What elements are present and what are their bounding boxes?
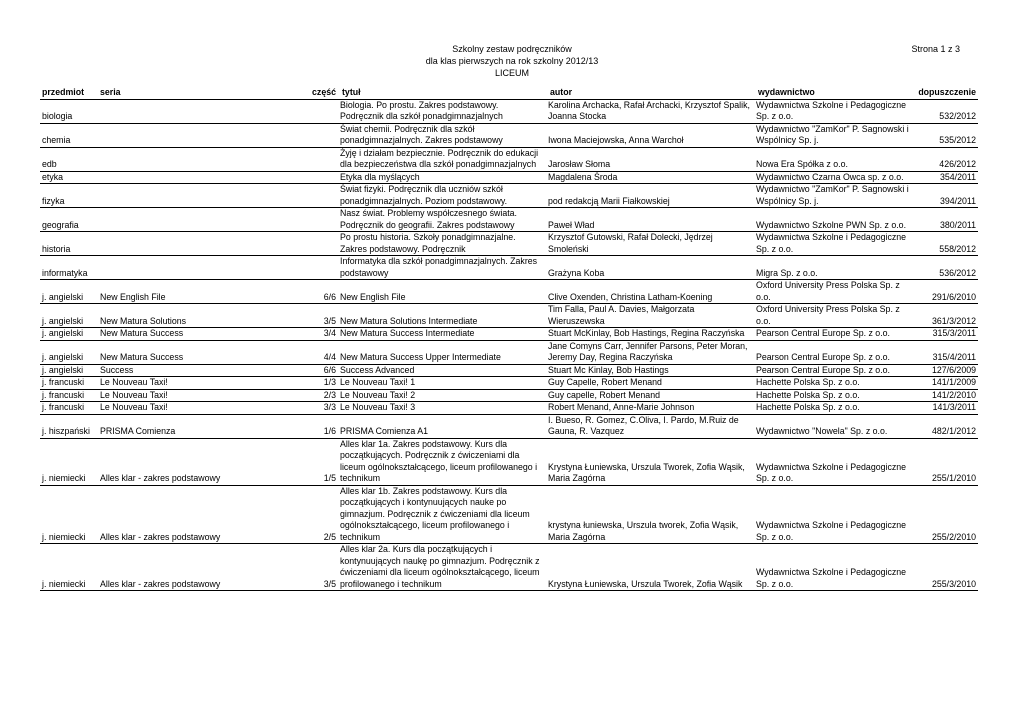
cell-approval: 532/2012	[912, 99, 978, 123]
cell-publisher: Hachette Polska Sp. z o.o.	[754, 377, 912, 390]
cell-publisher: Wydawnictwo "ZamKor" P. Sagnowski i Wspólnicy Sp. j.	[754, 123, 912, 147]
cell-publisher: Wydawnictwa Szkolne i Pedagogiczne Sp. z o.o.	[754, 485, 912, 544]
cell-title: Świat chemii. Podręcznik dla szkół ponadgimnazjalnych. Zakres podstawowy	[338, 123, 546, 147]
cell-subject: j. angielski	[40, 364, 98, 377]
cell-author: Jane Comyns Carr, Jennifer Parsons, Peter Moran, Jeremy Day, Regina Raczyńska	[546, 340, 754, 364]
cell-series: Alles klar - zakres podstawowy	[98, 544, 310, 591]
cell-approval: 558/2012	[912, 232, 978, 256]
table-row	[40, 171, 978, 184]
cell-publisher: Oxford University Press Polska Sp. z o.o.	[754, 280, 912, 304]
cell-subject: j. angielski	[40, 340, 98, 364]
cell-title: New Matura Success Intermediate	[338, 328, 546, 341]
cell-part: 1/5	[310, 438, 338, 485]
cell-author: Krystyna Łuniewska, Urszula Tworek, Zofia Wąsik, Maria Zagórna	[546, 438, 754, 485]
cell-approval: 255/3/2010	[912, 544, 978, 591]
cell-publisher: Pearson Central Europe Sp. z o.o.	[754, 340, 912, 364]
textbook-table	[40, 87, 978, 591]
column-header-author: autor	[546, 87, 754, 99]
cell-series	[98, 208, 310, 232]
table-row	[40, 544, 978, 591]
cell-approval: 141/1/2009	[912, 377, 978, 390]
cell-approval: 127/6/2009	[912, 364, 978, 377]
cell-part: 2/3	[310, 389, 338, 402]
cell-publisher: Wydawnictwa Szkolne i Pedagogiczne Sp. z o.o.	[754, 99, 912, 123]
table-row	[40, 402, 978, 415]
cell-author: Krzysztof Gutowski, Rafał Dolecki, Jędrzej Smoleński	[546, 232, 754, 256]
table-row	[40, 485, 978, 544]
cell-title: Le Nouveau Taxi! 3	[338, 402, 546, 415]
table-row	[40, 438, 978, 485]
cell-author: Krystyna Łuniewska, Urszula Tworek, Zofia Wąsik	[546, 544, 754, 591]
column-header-title: tytuł	[338, 87, 546, 99]
cell-part	[310, 99, 338, 123]
cell-title: Biologia. Po prostu. Zakres podstawowy. Podręcznik dla szkół ponadgimnazjalnych	[338, 99, 546, 123]
cell-title: New Matura Solutions Intermediate	[338, 304, 546, 328]
cell-subject: edb	[40, 147, 98, 171]
cell-part	[310, 184, 338, 208]
cell-author: Grażyna Koba	[546, 256, 754, 280]
cell-approval: 535/2012	[912, 123, 978, 147]
cell-subject: j. niemiecki	[40, 544, 98, 591]
cell-publisher: Wydawnictwa Szkolne i Pedagogiczne Sp. z o.o.	[754, 438, 912, 485]
table-row	[40, 304, 978, 328]
cell-series: Alles klar - zakres podstawowy	[98, 485, 310, 544]
table-header-row	[40, 87, 978, 99]
cell-approval: 361/3/2012	[912, 304, 978, 328]
cell-author: pod redakcją Marii Fiałkowskiej	[546, 184, 754, 208]
table-row	[40, 414, 978, 438]
page-header	[0, 44, 1024, 84]
cell-part: 6/6	[310, 364, 338, 377]
cell-part	[310, 208, 338, 232]
cell-author: I. Bueso, R. Gomez, C.Oliva, I. Pardo, M.Ruiz de Gauna, R. Vazquez	[546, 414, 754, 438]
cell-part: 4/4	[310, 340, 338, 364]
cell-part: 3/5	[310, 304, 338, 328]
cell-title: Etyka dla myślących	[338, 171, 546, 184]
cell-approval: 380/2011	[912, 208, 978, 232]
cell-approval: 394/2011	[912, 184, 978, 208]
cell-publisher: Migra Sp. z o.o.	[754, 256, 912, 280]
column-header-approval: dopuszczenie	[912, 87, 978, 99]
cell-series	[98, 147, 310, 171]
cell-part	[310, 232, 338, 256]
table-row	[40, 280, 978, 304]
cell-part: 2/5	[310, 485, 338, 544]
cell-subject: historia	[40, 232, 98, 256]
cell-approval: 291/6/2010	[912, 280, 978, 304]
cell-author: Paweł Wład	[546, 208, 754, 232]
cell-part	[310, 171, 338, 184]
cell-part: 3/3	[310, 402, 338, 415]
cell-approval: 315/3/2011	[912, 328, 978, 341]
cell-publisher: Wydawnictwa Szkolne i Pedagogiczne Sp. z o.o.	[754, 232, 912, 256]
cell-subject: biologia	[40, 99, 98, 123]
column-header-part: część	[310, 87, 338, 99]
cell-title: Świat fizyki. Podręcznik dla uczniów szkół ponadgimnazjalnych. Poziom podstawowy.	[338, 184, 546, 208]
document-title-line-1: Szkolny zestaw podręczników	[452, 44, 572, 54]
cell-series: New English File	[98, 280, 310, 304]
cell-series	[98, 123, 310, 147]
cell-approval: 141/3/2011	[912, 402, 978, 415]
column-header-series: seria	[98, 87, 310, 99]
cell-part: 3/5	[310, 544, 338, 591]
table-row	[40, 364, 978, 377]
cell-title: Success Advanced	[338, 364, 546, 377]
cell-series: New Matura Solutions	[98, 304, 310, 328]
cell-publisher: Nowa Era Spółka z o.o.	[754, 147, 912, 171]
cell-author: krystyna łuniewska, Urszula tworek, Zofia Wąsik, Maria Zagórna	[546, 485, 754, 544]
cell-subject: geografia	[40, 208, 98, 232]
cell-author: Robert Menand, Anne-Marie Johnson	[546, 402, 754, 415]
cell-part	[310, 123, 338, 147]
column-header-subject: przedmiot	[40, 87, 98, 99]
cell-title: Alles klar 2a. Kurs dla początkujących i kontynuujących naukę po gimnazjum. Podręcznik z ćwiczeniami dla liceum ogólnokształcącego, liceum profilowanego i technikum	[338, 544, 546, 591]
cell-author: Magdalena Środa	[546, 171, 754, 184]
cell-subject: j. francuski	[40, 389, 98, 402]
table-row	[40, 377, 978, 390]
cell-subject: j. angielski	[40, 280, 98, 304]
cell-author: Guy capelle, Robert Menand	[546, 389, 754, 402]
cell-title: Alles klar 1a. Zakres podstawowy. Kurs dla początkujących. Podręcznik z ćwiczeniami dla liceum ogólnokształcącego, liceum profilowanego i technikum	[338, 438, 546, 485]
cell-title: New Matura Success Upper Intermediate	[338, 340, 546, 364]
cell-publisher: Hachette Polska Sp. z o.o.	[754, 389, 912, 402]
cell-part: 1/3	[310, 377, 338, 390]
cell-part: 3/4	[310, 328, 338, 341]
cell-series	[98, 256, 310, 280]
cell-publisher: Wydawnictwo Szkolne PWN Sp. z o.o.	[754, 208, 912, 232]
cell-publisher: Wydawnictwo "ZamKor" P. Sagnowski i Wspólnicy Sp. j.	[754, 184, 912, 208]
cell-series: New Matura Success	[98, 340, 310, 364]
document-title-line-3: LICEUM	[494, 68, 529, 78]
cell-publisher: Oxford University Press Polska Sp. z o.o.	[754, 304, 912, 328]
cell-title: Informatyka dla szkół ponadgimnazjalnych. Zakres podstawowy	[338, 256, 546, 280]
cell-subject: j. angielski	[40, 328, 98, 341]
cell-author: Stuart McKinlay, Bob Hastings, Regina Raczyńska	[546, 328, 754, 341]
page-number: Strona 1 z 3	[911, 44, 960, 54]
cell-approval: 255/2/2010	[912, 485, 978, 544]
column-header-publisher: wydawnictwo	[754, 87, 912, 99]
cell-subject: j. francuski	[40, 402, 98, 415]
cell-author: Clive Oxenden, Christina Latham-Koening	[546, 280, 754, 304]
cell-title: Alles klar 1b. Zakres podstawowy. Kurs dla początkujących i kontynuujących nauke po gimnazjum. Podręcznik z ćwiczeniami dla liceum ogólnokształcącego, liceum profilowanego i technikum	[338, 485, 546, 544]
cell-approval: 315/4/2011	[912, 340, 978, 364]
document-title-line-2: dla klas pierwszych na rok szkolny 2012/13	[425, 56, 599, 66]
table-row	[40, 328, 978, 341]
table-row	[40, 99, 978, 123]
cell-title: PRISMA Comienza A1	[338, 414, 546, 438]
cell-author: Stuart Mc Kinlay, Bob Hastings	[546, 364, 754, 377]
cell-publisher: Wydawnictwo Czarna Owca sp. z o.o.	[754, 171, 912, 184]
cell-subject: fizyka	[40, 184, 98, 208]
cell-subject: etyka	[40, 171, 98, 184]
table-row	[40, 256, 978, 280]
cell-publisher: Pearson Central Europe Sp. z o.o.	[754, 364, 912, 377]
cell-series	[98, 99, 310, 123]
cell-approval: 354/2011	[912, 171, 978, 184]
cell-part: 6/6	[310, 280, 338, 304]
cell-approval: 255/1/2010	[912, 438, 978, 485]
cell-series: Alles klar - zakres podstawowy	[98, 438, 310, 485]
cell-title: Nasz świat. Problemy współczesnego świata. Podręcznik do geografii. Zakres podstawowy	[338, 208, 546, 232]
cell-series: New Matura Success	[98, 328, 310, 341]
cell-title: Po prostu historia. Szkoły ponadgimnazjalne. Zakres podstawowy. Podręcznik	[338, 232, 546, 256]
cell-series	[98, 232, 310, 256]
cell-publisher: Hachette Polska Sp. z o.o.	[754, 402, 912, 415]
cell-subject: j. niemiecki	[40, 485, 98, 544]
table-row	[40, 232, 978, 256]
cell-author: Iwona Maciejowska, Anna Warchoł	[546, 123, 754, 147]
cell-approval: 141/2/2010	[912, 389, 978, 402]
cell-series: PRISMA Comienza	[98, 414, 310, 438]
cell-title: New English File	[338, 280, 546, 304]
cell-publisher: Wydawnictwo "Nowela" Sp. z o.o.	[754, 414, 912, 438]
cell-approval: 426/2012	[912, 147, 978, 171]
cell-series: Le Nouveau Taxi!	[98, 389, 310, 402]
cell-subject: j. francuski	[40, 377, 98, 390]
cell-series	[98, 184, 310, 208]
cell-subject: informatyka	[40, 256, 98, 280]
table-row	[40, 147, 978, 171]
cell-title: Żyję i działam bezpiecznie. Podręcznik do edukacji dla bezpieczeństwa dla szkół ponadgimnazjalnych	[338, 147, 546, 171]
cell-subject: j. angielski	[40, 304, 98, 328]
cell-part	[310, 256, 338, 280]
cell-part: 1/6	[310, 414, 338, 438]
cell-approval: 482/1/2012	[912, 414, 978, 438]
table-row	[40, 123, 978, 147]
cell-series: Le Nouveau Taxi!	[98, 377, 310, 390]
cell-author: Karolina Archacka, Rafał Archacki, Krzysztof Spalik, Joanna Stocka	[546, 99, 754, 123]
table-body	[40, 99, 978, 591]
cell-series: Le Nouveau Taxi!	[98, 402, 310, 415]
table-row	[40, 340, 978, 364]
cell-subject: j. niemiecki	[40, 438, 98, 485]
cell-title: Le Nouveau Taxi! 1	[338, 377, 546, 390]
cell-series: Success	[98, 364, 310, 377]
cell-part	[310, 147, 338, 171]
cell-subject: chemia	[40, 123, 98, 147]
cell-title: Le Nouveau Taxi! 2	[338, 389, 546, 402]
cell-subject: j. hiszpański	[40, 414, 98, 438]
cell-publisher: Wydawnictwa Szkolne i Pedagogiczne Sp. z o.o.	[754, 544, 912, 591]
cell-author: Tim Falla, Paul A. Davies, Małgorzata Wieruszewska	[546, 304, 754, 328]
cell-approval: 536/2012	[912, 256, 978, 280]
table-row	[40, 184, 978, 208]
table-row	[40, 389, 978, 402]
cell-author: Guy Capelle, Robert Menand	[546, 377, 754, 390]
cell-publisher: Pearson Central Europe Sp. z o.o.	[754, 328, 912, 341]
cell-author: Jarosław Słoma	[546, 147, 754, 171]
table-row	[40, 208, 978, 232]
cell-series	[98, 171, 310, 184]
